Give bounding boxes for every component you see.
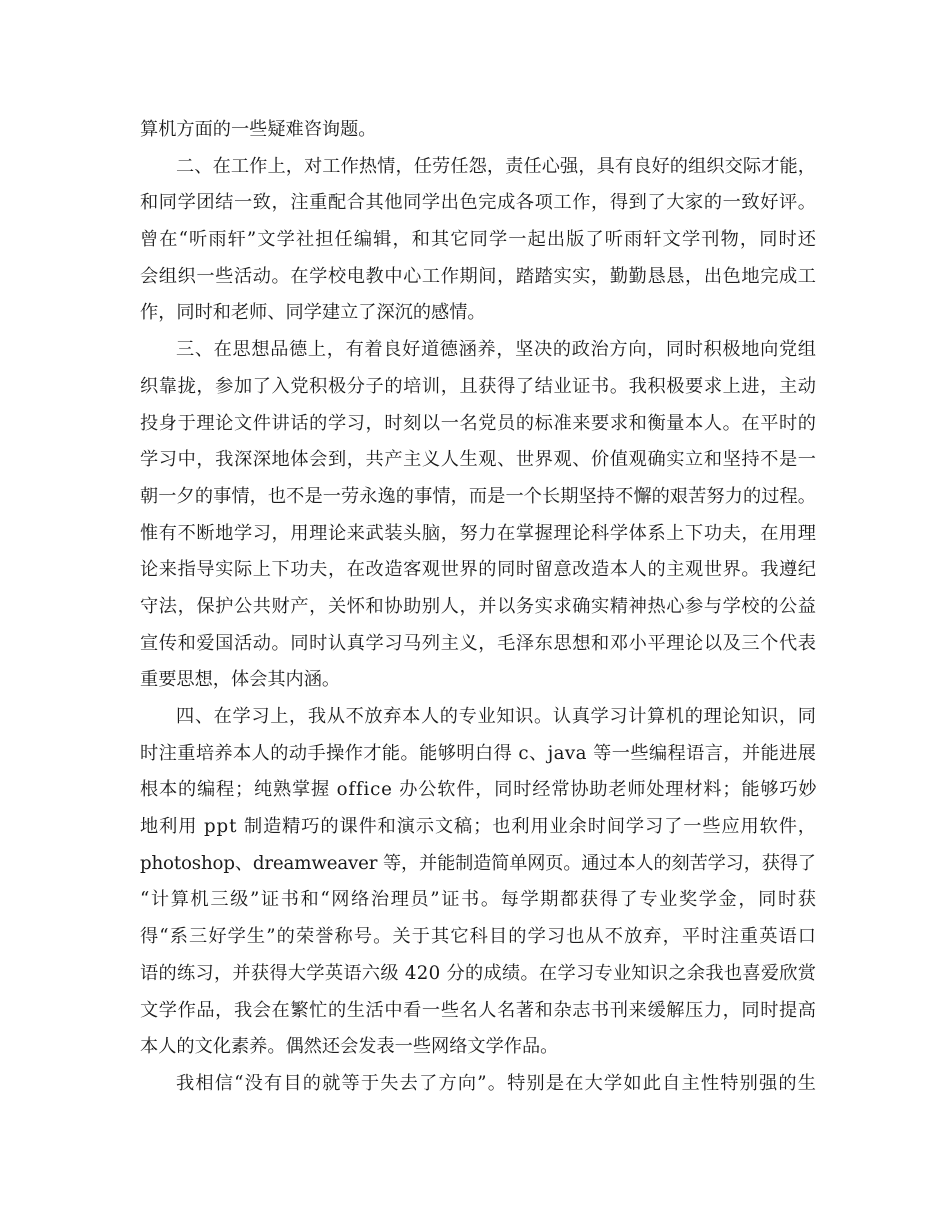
text-line: “计算机三级”证书和“网络治理员”证书。每学期都获得了专业奖学金，同时获 bbox=[140, 889, 818, 911]
document-page bbox=[140, 112, 816, 1103]
text-line: 曾在“听雨轩”文学社担任编辑，和其它同学一起出版了听雨轩文学刊物，同时还 bbox=[140, 229, 818, 251]
text-line: 三、在思想品德上，有着良好道德涵养，坚决的政治方向，同时积极地向党组 bbox=[176, 339, 817, 361]
text-line: 惟有不断地学习，用理论来武装头脑，努力在掌握理论科学体系上下功夫，在用理 bbox=[140, 522, 817, 544]
text-line: 论来指导实际上下功夫，在改造客观世界的同时留意改造本人的主观世界。我遵纪 bbox=[140, 559, 817, 581]
text-line: 文学作品，我会在繁忙的生活中看一些名人名著和杂志书刊来缓解压力，同时提高 bbox=[140, 999, 817, 1021]
text-line: 投身于理论文件讲话的学习，时刻以一名党员的标准来要求和衡量本人。在平时的 bbox=[140, 412, 817, 434]
text-line: 守法，保护公共财产，关怀和协助别人，并以务实求确实精神热心参与学校的公益 bbox=[140, 595, 817, 617]
text-line: photoshop、dreamweaver 等，并能制造简单网页。通过本人的刻苦学习，获得了 bbox=[140, 852, 816, 874]
text-line: 朝一夕的事情，也不是一劳永逸的事情，而是一个长期坚持不懈的艰苦努力的过程。 bbox=[140, 485, 817, 507]
text-line: 根本的编程；纯熟掌握 office 办公软件，同时经常协助老师处理材料；能够巧妙 bbox=[140, 779, 818, 801]
text-line: 宣传和爱国活动。同时认真学习马列主义，毛泽东思想和邓小平理论以及三个代表 bbox=[140, 632, 817, 654]
text-line: 作，同时和老师、同学建立了深沉的感情。 bbox=[140, 302, 486, 324]
text-line: 二、在工作上，对工作热情，任劳任怨，责任心强，具有良好的组织交际才能， bbox=[176, 155, 817, 177]
text-line: 重要思想，体会其内涵。 bbox=[140, 669, 341, 691]
text-line: 时注重培养本人的动手操作才能。能够明白得 c、java 等一些编程语言，并能进展 bbox=[140, 742, 817, 764]
text-line: 织靠拢，参加了入党积极分子的培训，且获得了结业证书。我积极要求上进，主动 bbox=[140, 375, 817, 397]
text-line: 本人的文化素养。偶然还会发表一些网络文学作品。 bbox=[140, 1036, 559, 1058]
text-line: 和同学团结一致，注重配合其他同学出色完成各项工作，得到了大家的一致好评。 bbox=[140, 192, 817, 214]
text-line: 我相信“没有目的就等于失去了方向”。特别是在大学如此自主性特别强的生 bbox=[176, 1072, 818, 1094]
text-line: 算机方面的一些疑难咨询题。 bbox=[140, 119, 377, 140]
text-line: 地利用 ppt 制造精巧的课件和演示文稿；也利用业余时间学习了一些应用软件， bbox=[140, 816, 817, 838]
text-line: 得“系三好学生”的荣誉称号。关于其它科目的学习也从不放弃，平时注重英语口 bbox=[140, 926, 818, 948]
text-line: 四、在学习上，我从不放弃本人的专业知识。认真学习计算机的理论知识，同 bbox=[176, 706, 817, 727]
text-line: 会组织一些活动。在学校电教中心工作期间，踏踏实实，勤勤恳恳，出色地完成工 bbox=[140, 265, 817, 287]
text-line: 语的练习，并获得大学英语六级 420 分的成绩。在学习专业知识之余我也喜爱欣赏 bbox=[140, 962, 817, 984]
text-line: 学习中，我深深地体会到，共产主义人生观、世界观、价值观确实立和坚持不是一 bbox=[140, 449, 817, 471]
